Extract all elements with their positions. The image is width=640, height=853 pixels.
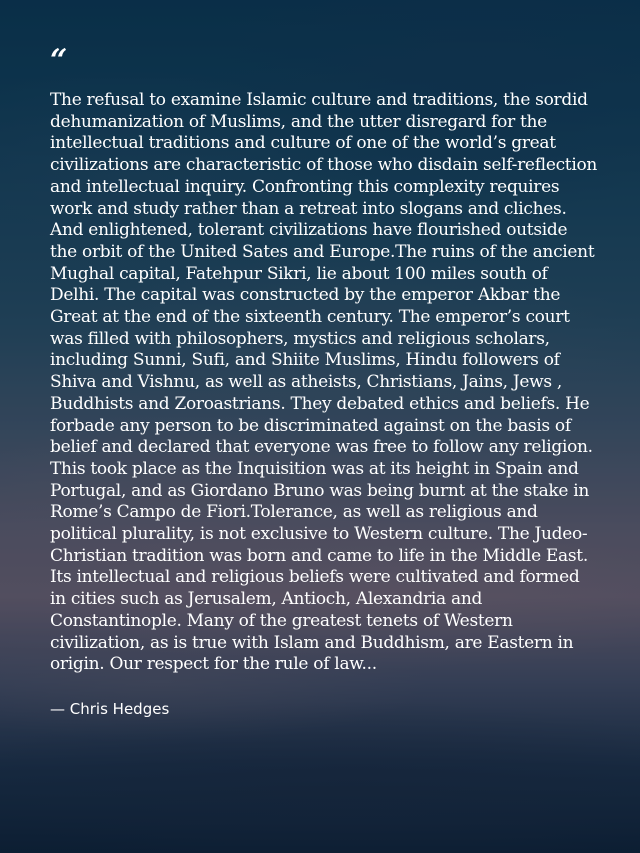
quote-text: The refusal to examine Islamic culture and traditions, the sordid dehumanization of Muslims, and the utter disregard for the intellectual traditions and culture of one of the world’s great civilizations are characteristic of those who disdain self-reflection and intellectual inquiry. Confronting this complexity requires work and study rather than a retreat into slogans and cliches. And enlightened, tolerant civilizations have flourished outside the orbit of the United Sates and Europe.The ruins of the ancient Mughal capital, Fatehpur Sikri, lie about 100 miles south of Delhi. The capital was constructed by the emperor Akbar the Great at the end of the sixteenth century. The emperor’s court was filled with philosophers, mystics and religious scholars, including Sunni, Sufi, and Shiite Muslims, Hindu followers of Shiva and Vishnu, as well as atheists, Christians, Jains, Jews , Buddhists and Zoroastrians. They debated ethics and beliefs. He forbade any person to be discriminated against on the basis of belief and declared that everyone was free to follow any religion. This took place as the Inquisition was at its height in Spain and Portugal, and as Giordano Bruno was being burnt at the stake in Rome’s Campo de Fiori.Tolerance, as well as religious and political plurality, is not exclusive to Western culture. The Judeo-Christian tradition was born and came to life in the Middle East. Its intellectual and religious beliefs were cultivated and formed in cities such as Jerusalem, Antioch, Alexandria and Constantinople. Many of the greatest tenets of Western civilization, as is true with Islam and Buddhism, are Eastern in origin. Our respect for the rule of law... xyxy=(50,90,598,675)
quote-card xyxy=(50,43,598,718)
quote-author: — Chris Hedges xyxy=(50,699,170,718)
quote-mark-icon: “ xyxy=(50,43,68,78)
